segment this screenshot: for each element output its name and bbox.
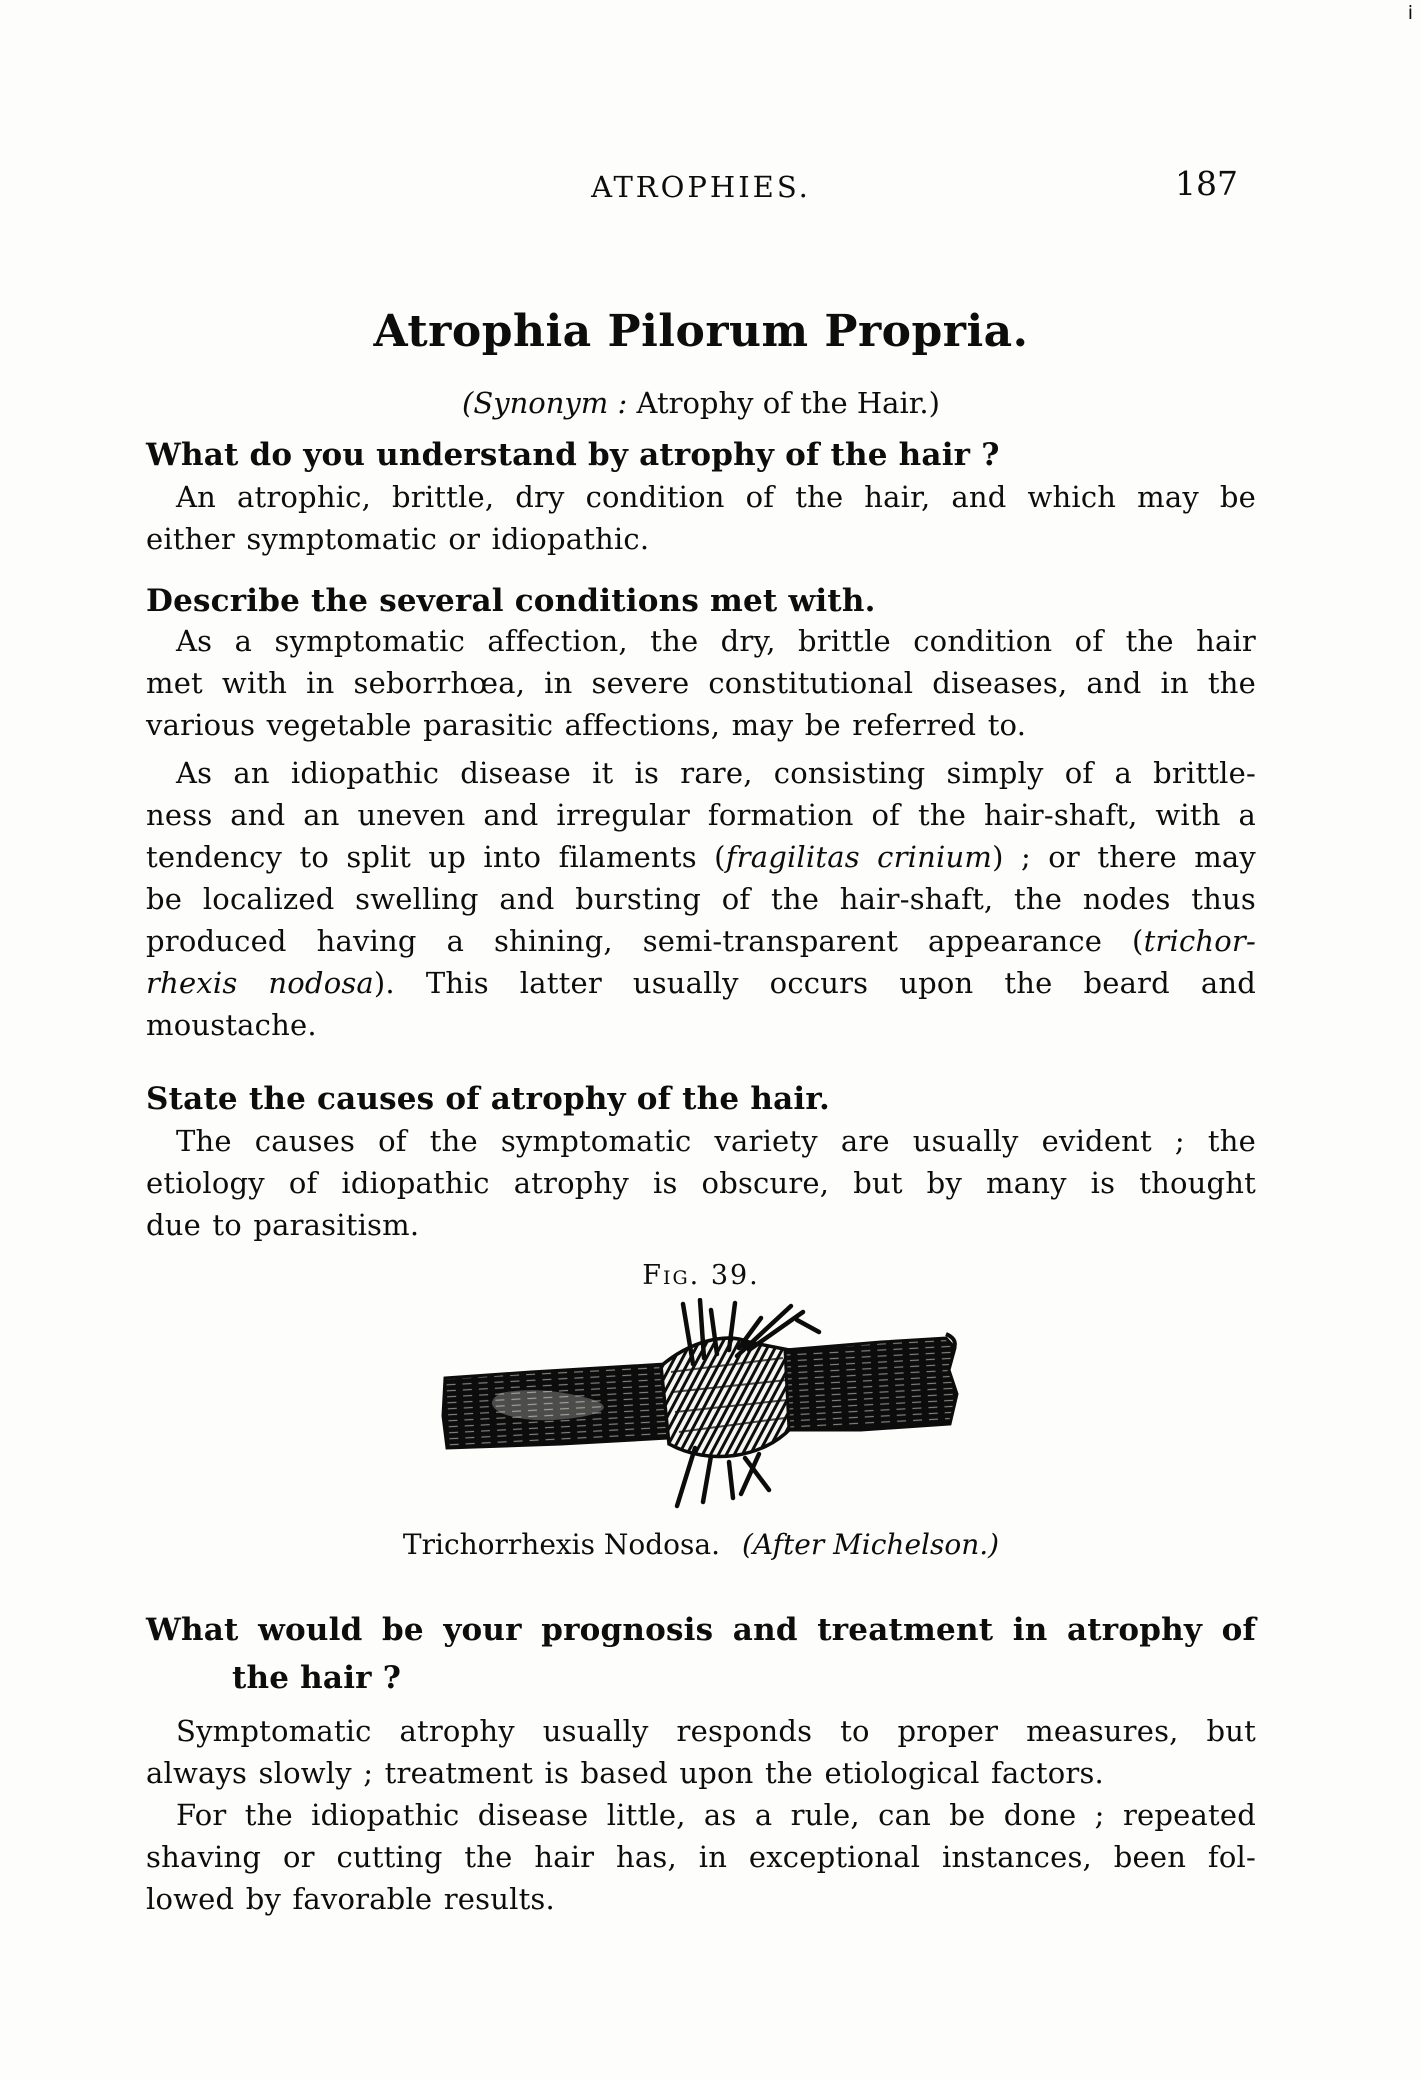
latin-term: trichor-: [1143, 924, 1256, 958]
text-span: ). This latter usually occurs upon the beard and: [373, 966, 1256, 1000]
text-span: tendency to split up into filaments (: [146, 840, 726, 874]
answer-1: [146, 476, 1256, 560]
text-line: etiology of idiopathic atrophy is obscure, but by many is thought: [146, 1166, 1256, 1200]
text-line: As an idiopathic disease it is rare, consisting simply of a brittle-: [176, 756, 1256, 790]
page-number: 187: [1175, 164, 1238, 203]
text-line: various vegetable parasitic affections, may be referred to.: [146, 708, 1027, 742]
text-span: ) ; or there may: [992, 840, 1257, 874]
trichorrhexis-illustration: [441, 1298, 961, 1513]
text-line: ness and an uneven and irregular formation of the hair-shaft, with a: [146, 798, 1256, 832]
text-line: [146, 962, 1256, 1004]
text-line: [146, 920, 1256, 962]
question-1-heading: What do you understand by atrophy of the hair ?: [146, 437, 1000, 473]
synonym-rest: Atrophy of the Hair.): [627, 386, 940, 420]
text-line: For the idiopathic disease little, as a rule, can be done ; repeated: [176, 1798, 1256, 1832]
text-line: shaving or cutting the hair has, in exceptional instances, been fol-: [146, 1840, 1256, 1874]
text-line: An atrophic, brittle, dry condition of the hair, and which may be: [176, 480, 1256, 514]
answer-2-paragraph-1: [146, 620, 1256, 746]
text-line: [146, 836, 1256, 878]
answer-2-paragraph-2: [146, 752, 1256, 1046]
answer-4-paragraph-2: [146, 1794, 1256, 1920]
question-3-heading: State the causes of atrophy of the hair.: [146, 1081, 831, 1117]
heading-line: What would be your prognosis and treatment in atrophy of: [146, 1612, 1256, 1648]
figure-caption: [146, 1528, 1256, 1561]
latin-term: rhexis nodosa: [146, 966, 374, 1000]
text-line: The causes of the symptomatic variety are usually evident ; the: [176, 1124, 1256, 1158]
synonym-line: [146, 386, 1256, 420]
question-4-heading: [146, 1606, 1256, 1702]
text-line: met with in seborrhœa, in severe constitutional diseases, and in the: [146, 666, 1256, 700]
text-line: lowed by favorable results.: [146, 1882, 555, 1916]
answer-4-paragraph-1: [146, 1710, 1256, 1794]
text-span: produced having a shining, semi-transparent appearance (: [146, 924, 1144, 958]
page-corner-artifact: i: [1407, 2, 1413, 24]
latin-term: fragilitas crinium: [725, 840, 993, 874]
running-header: [146, 164, 1256, 210]
text-line: always slowly ; treatment is based upon the etiological factors.: [146, 1756, 1104, 1790]
text-line: due to parasitism.: [146, 1208, 420, 1242]
text-line: moustache.: [146, 1008, 317, 1042]
figure-label: Fig. 39.: [642, 1260, 760, 1291]
chapter-title: Atrophia Pilorum Propria.: [373, 306, 1029, 357]
text-line: either symptomatic or idiopathic.: [146, 522, 650, 556]
running-title: ATROPHIES.: [591, 170, 811, 204]
text-line: As a symptomatic affection, the dry, brittle condition of the hair: [176, 624, 1256, 658]
heading-line: the hair ?: [232, 1660, 402, 1696]
text-line: be localized swelling and bursting of the hair-shaft, the nodes thus: [146, 882, 1256, 916]
caption-title: Trichorrhexis Nodosa.: [402, 1528, 720, 1561]
text-line: Symptomatic atrophy usually responds to proper measures, but: [176, 1714, 1256, 1748]
synonym-italic: (Synonym :: [462, 386, 628, 420]
answer-3: [146, 1120, 1256, 1246]
question-2-heading: Describe the several conditions met with.: [146, 583, 876, 619]
caption-credit: (After Michelson.): [742, 1528, 1000, 1561]
figure: [146, 1298, 1256, 1517]
